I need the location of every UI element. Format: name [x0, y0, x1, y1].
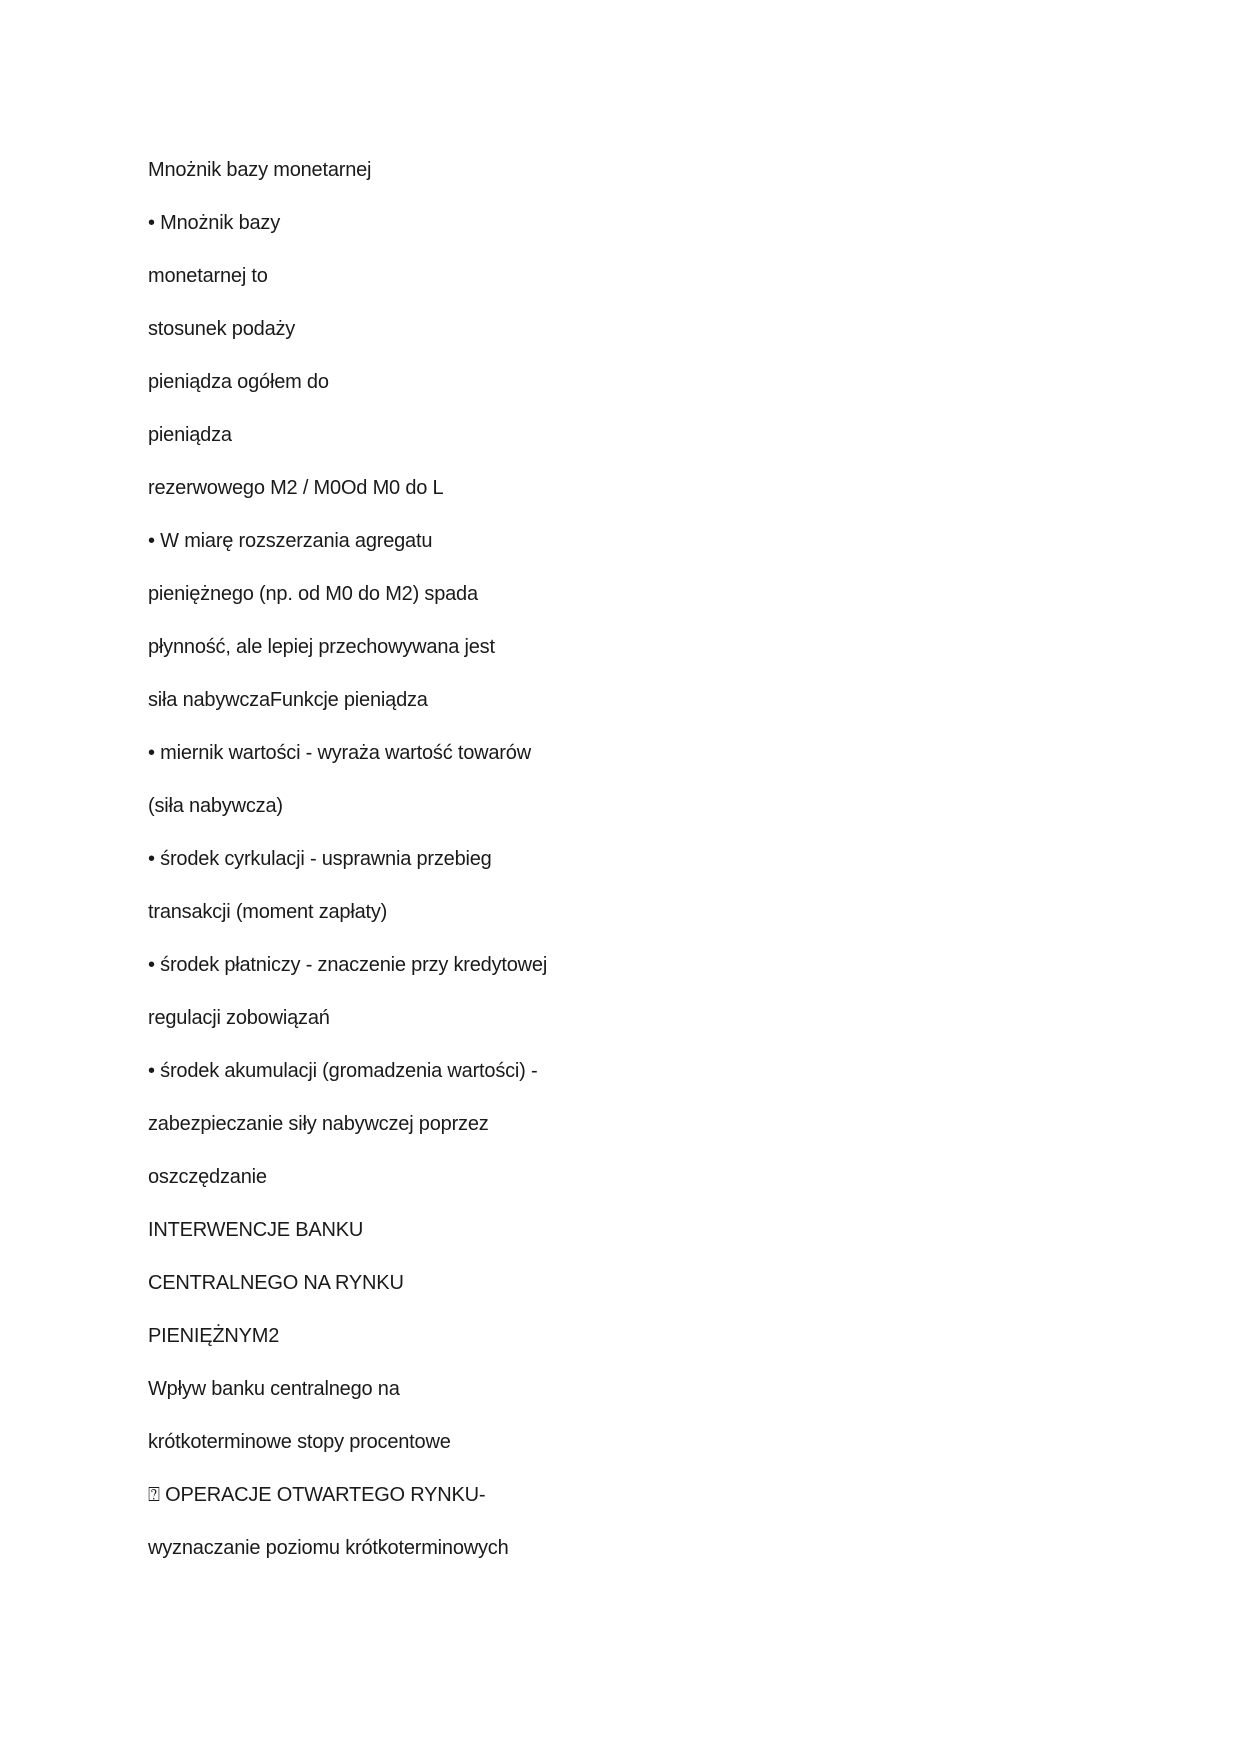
- heading-multiplier: Mnożnik bazy monetarnej: [148, 159, 372, 181]
- section-heading-line: PIENIĘŻNYM2: [148, 1325, 280, 1347]
- section-heading-line: INTERWENCJE BANKU: [148, 1219, 364, 1241]
- text-line: wyznaczanie poziomu krótkoterminowych: [148, 1537, 509, 1559]
- text-line: regulacji zobowiązań: [148, 1007, 330, 1029]
- text-line: oszczędzanie: [148, 1166, 267, 1188]
- text-line: Wpływ banku centralnego na: [148, 1378, 400, 1400]
- text-line: rezerwowego M2 / M0Od M0 do L: [148, 477, 444, 499]
- text-line: • miernik wartości - wyraża wartość towarów: [148, 742, 531, 764]
- text-line: krótkoterminowe stopy procentowe: [148, 1431, 451, 1453]
- text-line: • W miarę rozszerzania agregatu: [148, 530, 433, 552]
- document-body: [148, 144, 547, 1575]
- text-line: pieniądza: [148, 424, 232, 446]
- text-line: pieniądza ogółem do: [148, 371, 329, 393]
- text-line: • Mnożnik bazy: [148, 212, 281, 234]
- text-line: • środek cyrkulacji - usprawnia przebieg: [148, 848, 492, 870]
- section-heading-line: CENTRALNEGO NA RYNKU: [148, 1272, 404, 1294]
- text-line: ⍰ OPERACJE OTWARTEGO RYNKU-: [148, 1484, 486, 1506]
- text-line: pieniężnego (np. od M0 do M2) spada: [148, 583, 478, 605]
- text-line: stosunek podaży: [148, 318, 296, 340]
- text-line: • środek płatniczy - znaczenie przy kredytowej: [148, 954, 548, 976]
- text-line: (siła nabywcza): [148, 795, 283, 817]
- text-line: siła nabywczaFunkcje pieniądza: [148, 689, 428, 711]
- text-line: płynność, ale lepiej przechowywana jest: [148, 636, 495, 658]
- text-line: transakcji (moment zapłaty): [148, 901, 388, 923]
- text-line: zabezpieczanie siły nabywczej poprzez: [148, 1113, 489, 1135]
- text-line: • środek akumulacji (gromadzenia wartości) -: [148, 1060, 538, 1082]
- text-line: monetarnej to: [148, 265, 268, 287]
